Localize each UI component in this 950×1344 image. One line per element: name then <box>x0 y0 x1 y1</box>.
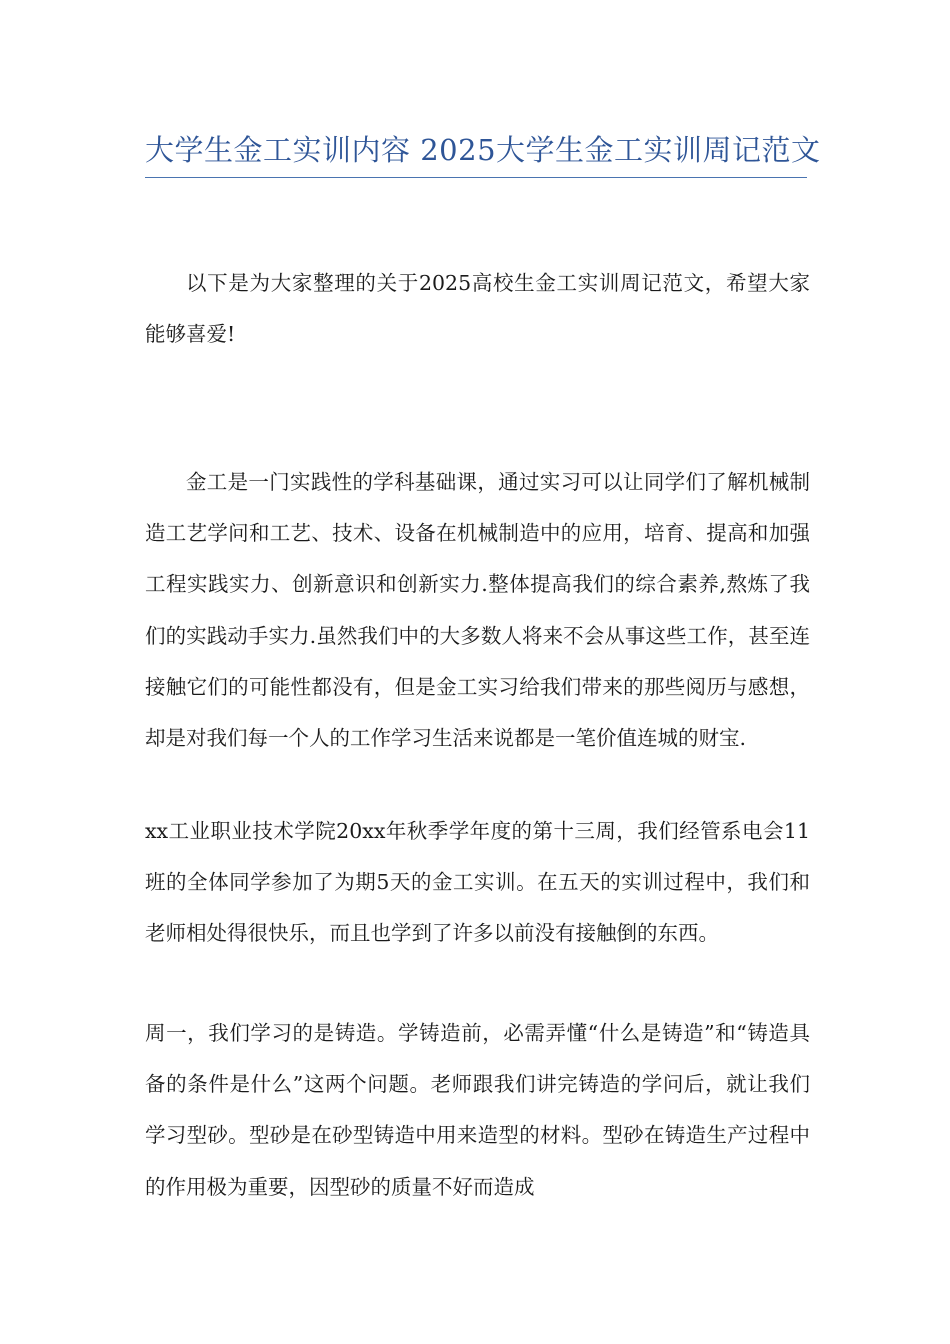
body-paragraph-2: xx工业职业技术学院20xx年秋季学年度的第十三周，我们经管系电会11班的全体同学参加了为期5天的金工实训。在五天的实训过程中，我们和老师相处得很快乐，而且也学到了许多以前没有接触倒的东西。 <box>145 819 810 946</box>
intro-paragraph: 以下是为大家整理的关于2025高校生金工实训周记范文，希望大家能够喜爱! <box>145 271 810 347</box>
document-title: 大学生金工实训内容 2025大学生金工实训周记范文 <box>145 133 821 167</box>
body-paragraph-3: 周一，我们学习的是铸造。学铸造前，必需弄懂“什么是铸造”和“铸造具备的条件是什么”这两个问题。老师跟我们讲完铸造的学问后，就让我们学习型砂。型砂是在砂型铸造中用来造型的材料。型砂在铸造生产过程中的作用极为重要，因型砂的质量不好而造成 <box>145 1021 810 1199</box>
title-block <box>145 128 821 178</box>
body-paragraph-1: 金工是一门实践性的学科基础课，通过实习可以让同学们了解机械制造工艺学问和工艺、技术、设备在机械制造中的应用，培育、提高和加强工程实践实力、创新意识和创新实力.整体提高我们的综合素养,熬炼了我们的实践动手实力.虽然我们中的大多数人将来不会从事这些工作，甚至连接触它们的可能性都没有，但是金工实习给我们带来的那些阅历与感想，却是对我们每一个人的工作学习生活来说都是一笔价值连城的财宝. <box>145 470 810 751</box>
